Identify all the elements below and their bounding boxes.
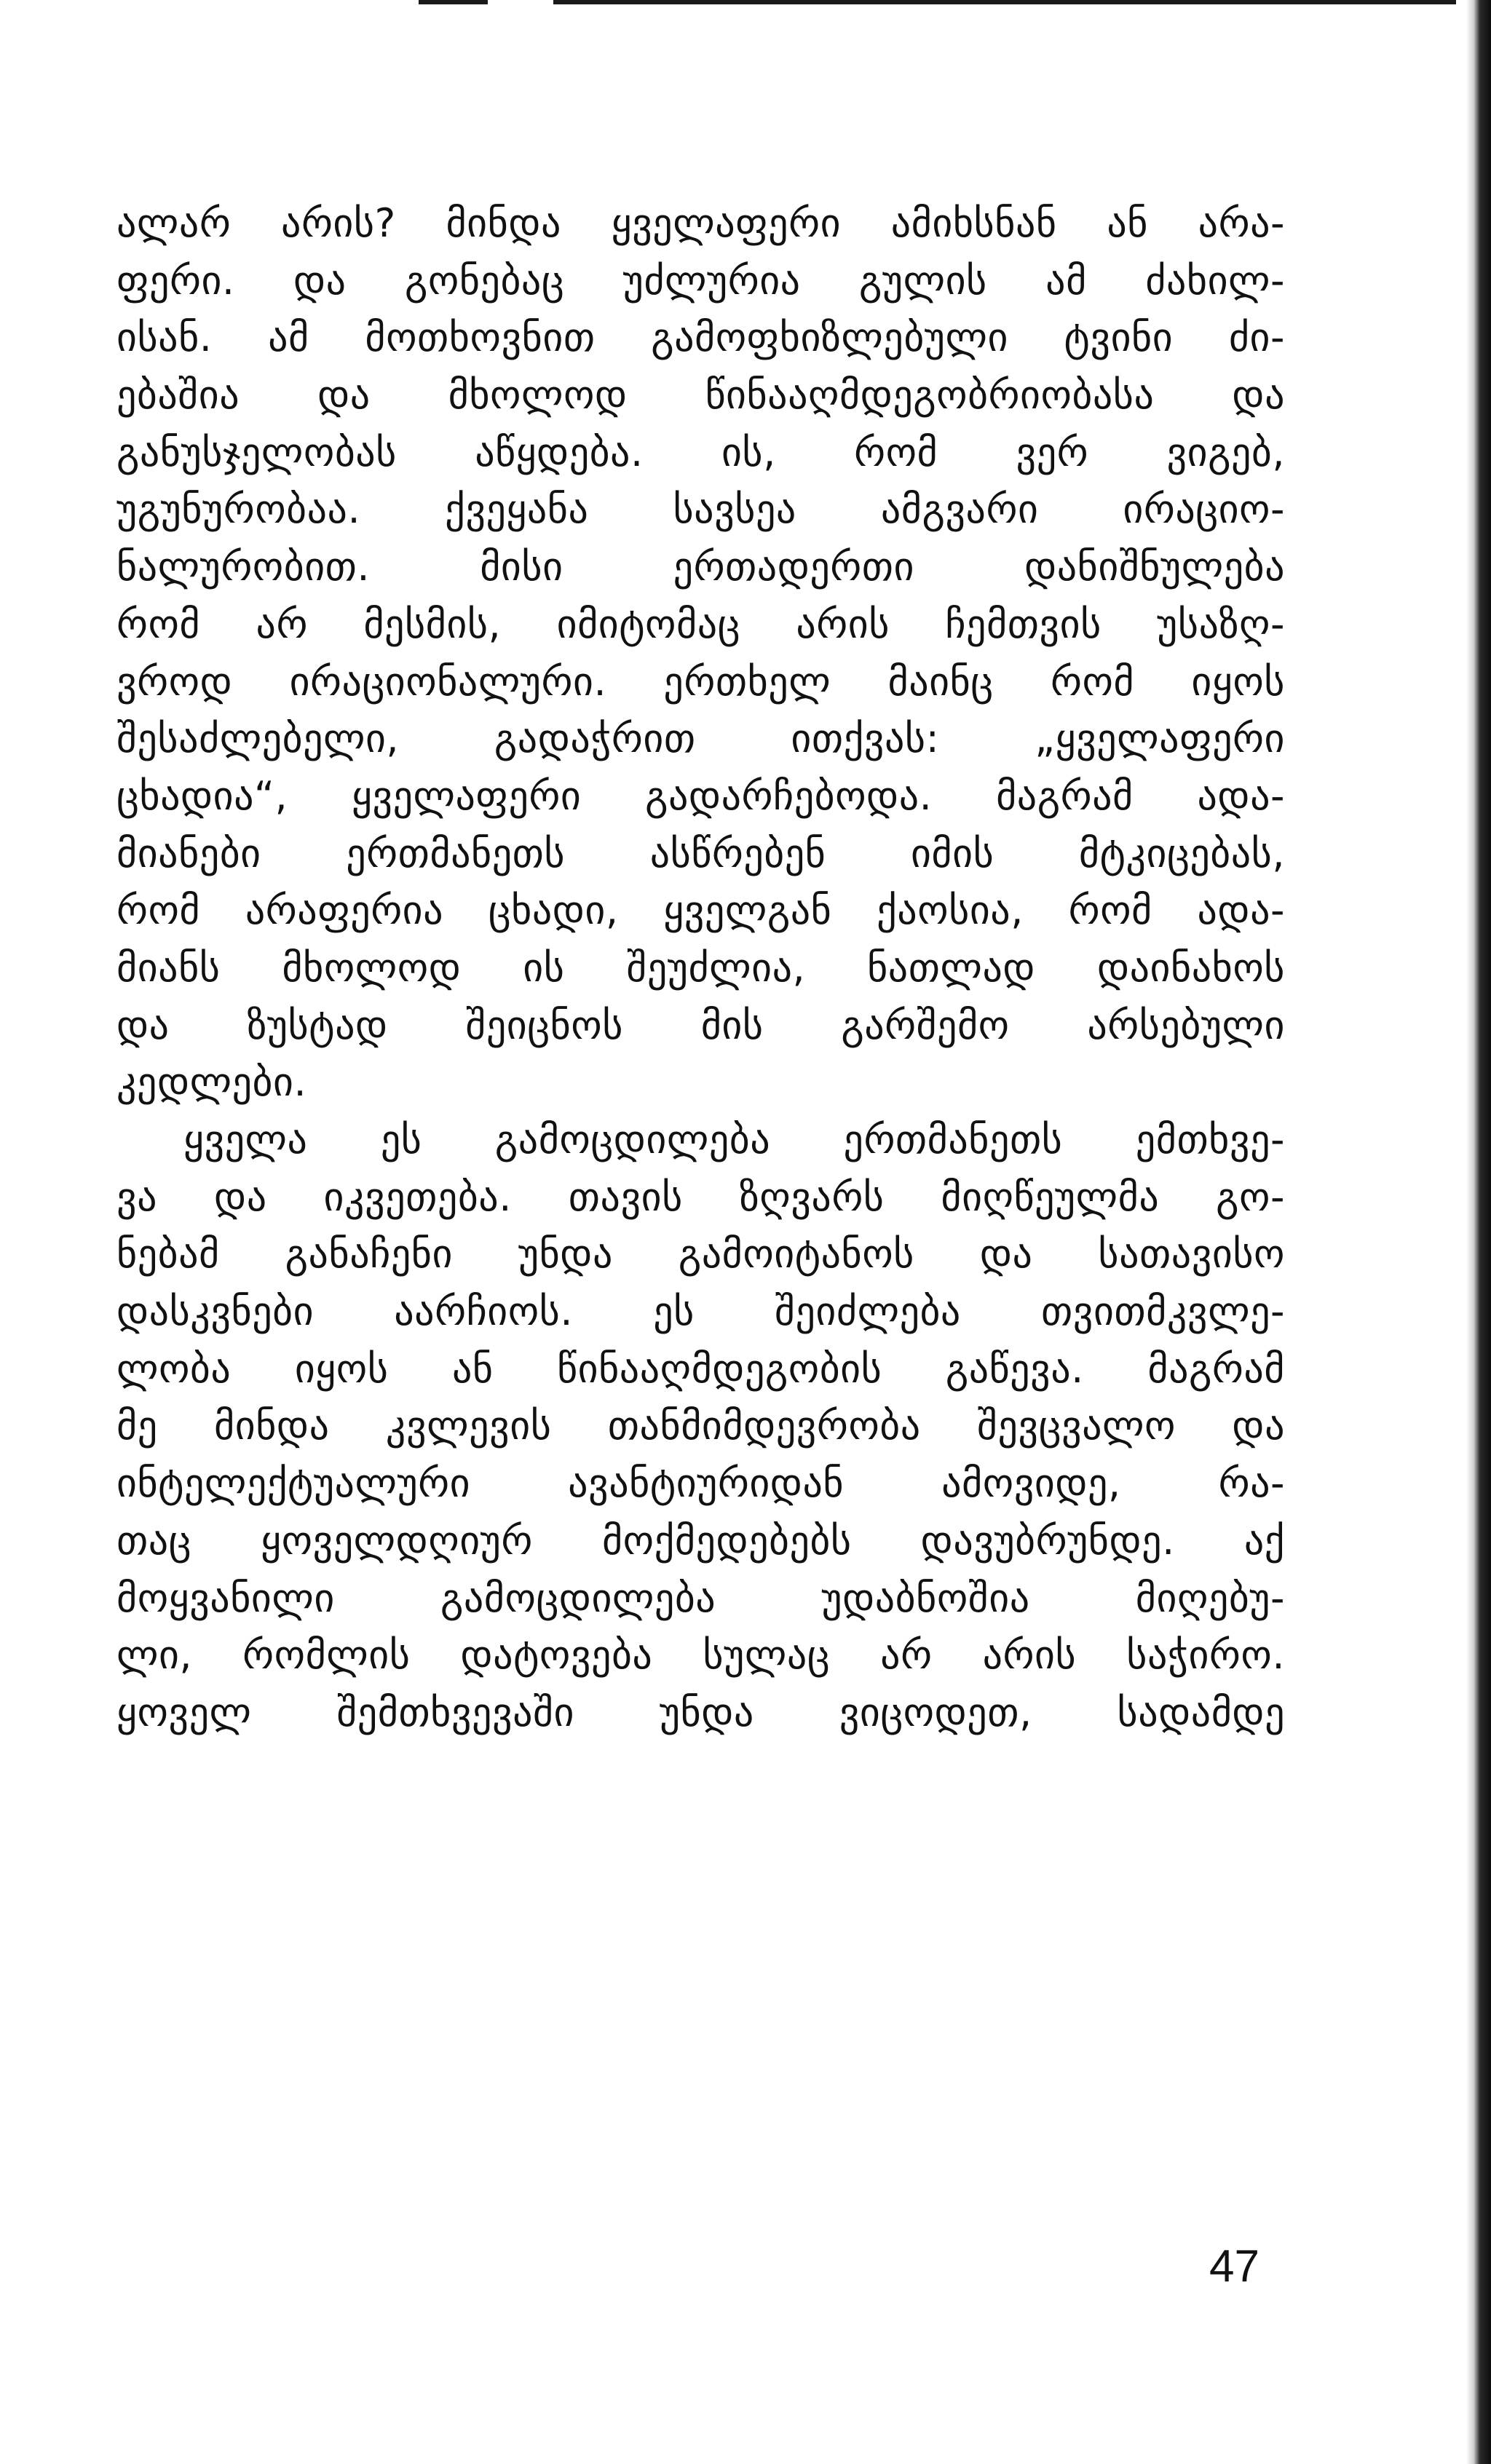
text-line: ნებამ განაჩენი უნდა გამოიტანოს და სათავისო [116,1231,1285,1277]
page-edge-shadow [1466,0,1491,2464]
top-scan-rule-right [553,0,1456,4]
text-line: თაც ყოველდღიურ მოქმედებებს დავუბრუნდე. აქ [116,1517,1285,1564]
text-line: ვროდ ირაციონალური. ერთხელ მაინც რომ იყოს [116,658,1285,705]
text-line: ლი, რომლის დატოვება სულაც არ არის საჭირო. [116,1632,1285,1679]
text-line-paragraph-end: კედლები. [116,1059,307,1106]
text-line: ებაშია და მხოლოდ წინააღმდეგობრიობასა და [116,372,1285,419]
text-line: ნალურობით. მისი ერთადერთი დანიშნულება [116,544,1285,590]
text-line: რომ არ მესმის, იმიტომაც არის ჩემთვის უსაზღ- [116,601,1285,647]
text-line: და ზუსტად შეიცნოს მის გარშემო არსებული [116,1002,1285,1048]
text-line: მიანები ერთმანეთს ასწრებენ იმის მტკიცებას, [116,830,1285,876]
text-line: უგუნურობაა. ქვეყანა სავსეა ამგვარი ირაციო- [116,486,1285,533]
page-number: 47 [1209,2241,1259,2291]
text-line: დასკვნები აარჩიოს. ეს შეიძლება თვითმკვლე- [116,1288,1285,1335]
text-line: ცხადია“, ყველაფერი გადარჩებოდა. მაგრამ ადა- [116,772,1285,819]
text-line: ლობა იყოს ან წინააღმდეგობის გაწევა. მაგრამ [116,1345,1285,1392]
text-line: რომ არაფერია ცხადი, ყველგან ქაოსია, რომ ადა- [116,887,1285,934]
text-line-paragraph-start: ყველა ეს გამოცდილება ერთმანეთს ემთხვე- [183,1117,1285,1162]
text-line: ინტელექტუალური ავანტიურიდან ამოვიდე, რა- [116,1460,1285,1507]
top-scan-rule-left [419,0,488,4]
text-line: განუსჯელობას აწყდება. ის, რომ ვერ ვიგებ, [116,429,1285,475]
text-line: ვა და იკვეთება. თავის ზღვარს მიღწეულმა გო- [116,1173,1285,1220]
text-line: ალარ არის? მინდა ყველაფერი ამიხსნან ან არა- [116,200,1285,246]
text-line: მე მინდა კვლევის თანმიმდევრობა შევცვალო და [116,1403,1285,1449]
text-line: ისან. ამ მოთხოვნით გამოფხიზლებული ტვინი ძი- [116,314,1285,361]
text-line: მოყვანილი გამოცდილება უდაბნოშია მიღებუ- [116,1574,1285,1621]
text-line: შესაძლებელი, გადაჭრით ითქვას: „ყველაფერი [116,716,1285,762]
text-line: ყოველ შემთხვევაში უნდა ვიცოდეთ, სადამდე [116,1689,1285,1735]
body-text [116,195,1285,1742]
text-line: ფერი. და გონებაც უძლურია გულის ამ ძახილ- [116,257,1285,304]
text-line: მიანს მხოლოდ ის შეუძლია, ნათლად დაინახოს [116,944,1285,991]
